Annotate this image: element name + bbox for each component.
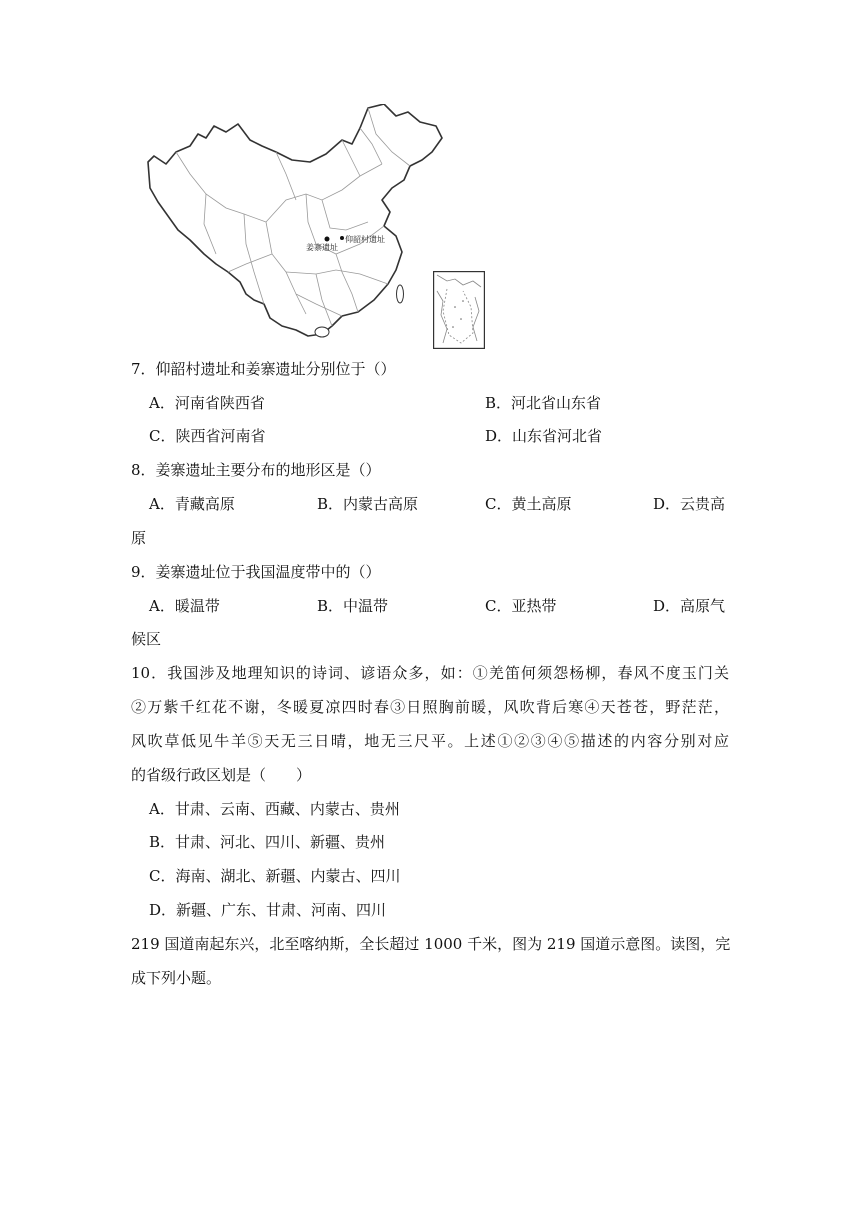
- question-8-option-b: B．内蒙古高原: [317, 495, 419, 513]
- question-8-option-d: D．云贵高: [653, 495, 726, 513]
- question-10-option-c: C．海南、湖北、新疆、内蒙古、四川: [149, 867, 401, 885]
- question-9-option-c: C．亚热带: [485, 597, 557, 615]
- question-10-option-b: B．甘肃、河北、四川、新疆、贵州: [149, 833, 386, 851]
- question-9-option-b: B．中温带: [317, 597, 389, 615]
- question-9-option-d: D．高原气: [653, 597, 726, 615]
- yangshao-site-label: 仰韶村遗址: [345, 235, 385, 244]
- hainan-island: [315, 327, 329, 337]
- route-219-intro-line-2: 成下列小题。: [131, 969, 222, 987]
- question-7-option-c: C．陕西省河南省: [149, 427, 266, 445]
- question-8-option-a: A．青藏高原: [149, 495, 235, 513]
- question-8-option-c: C．黄土高原: [485, 495, 572, 513]
- question-7-stem: 7．仰韶村遗址和姜寨遗址分别位于（）: [131, 360, 396, 378]
- question-7-option-b: B．河北省山东省: [485, 394, 602, 412]
- question-9-stem: 9．姜寨遗址位于我国温度带中的（）: [131, 563, 381, 581]
- question-9-option-a: A．暖温带: [149, 597, 220, 615]
- yangshao-site-dot: [340, 236, 344, 240]
- jiangzhai-site-dot: [325, 237, 330, 242]
- question-8-stem: 8．姜寨遗址主要分布的地形区是（）: [131, 461, 381, 479]
- question-10-stem-line-2: ②万紫千红花不谢，冬暖夏凉四时春③日照胸前暖，风吹背后寒④天苍苍，野茫茫，: [131, 698, 729, 716]
- question-8-option-d-continued: 原: [131, 529, 147, 547]
- question-7-option-a: A．河南省陕西省: [149, 394, 265, 412]
- question-10-option-a: A．甘肃、云南、西藏、内蒙古、贵州: [149, 800, 400, 818]
- question-10-option-d: D．新疆、广东、甘肃、河南、四川: [149, 901, 387, 919]
- jiangzhai-site-label: 姜寨遗址: [306, 243, 338, 252]
- question-7-option-d: D．山东省河北省: [485, 427, 603, 445]
- south-china-sea-inset: [433, 271, 485, 349]
- route-219-intro-line-1: 219 国道南起东兴，北至喀纳斯，全长超过 1000 千米，图为 219 国道示意图。读图，完: [131, 935, 731, 953]
- question-9-option-d-continued: 候区: [131, 630, 162, 648]
- question-10-stem-line-3: 风吹草低见牛羊⑤天无三日晴，地无三尺平。上述①②③④⑤描述的内容分别对应: [131, 732, 729, 750]
- taiwan-island: [397, 285, 404, 303]
- china-map: [146, 104, 446, 342]
- question-10-stem-line-4: 的省级行政区划是（ ）: [131, 766, 312, 784]
- question-10-stem-line-1: 10．我国涉及地理知识的诗词、谚语众多，如：①羌笛何须怨杨柳，春风不度玉门关: [131, 664, 729, 682]
